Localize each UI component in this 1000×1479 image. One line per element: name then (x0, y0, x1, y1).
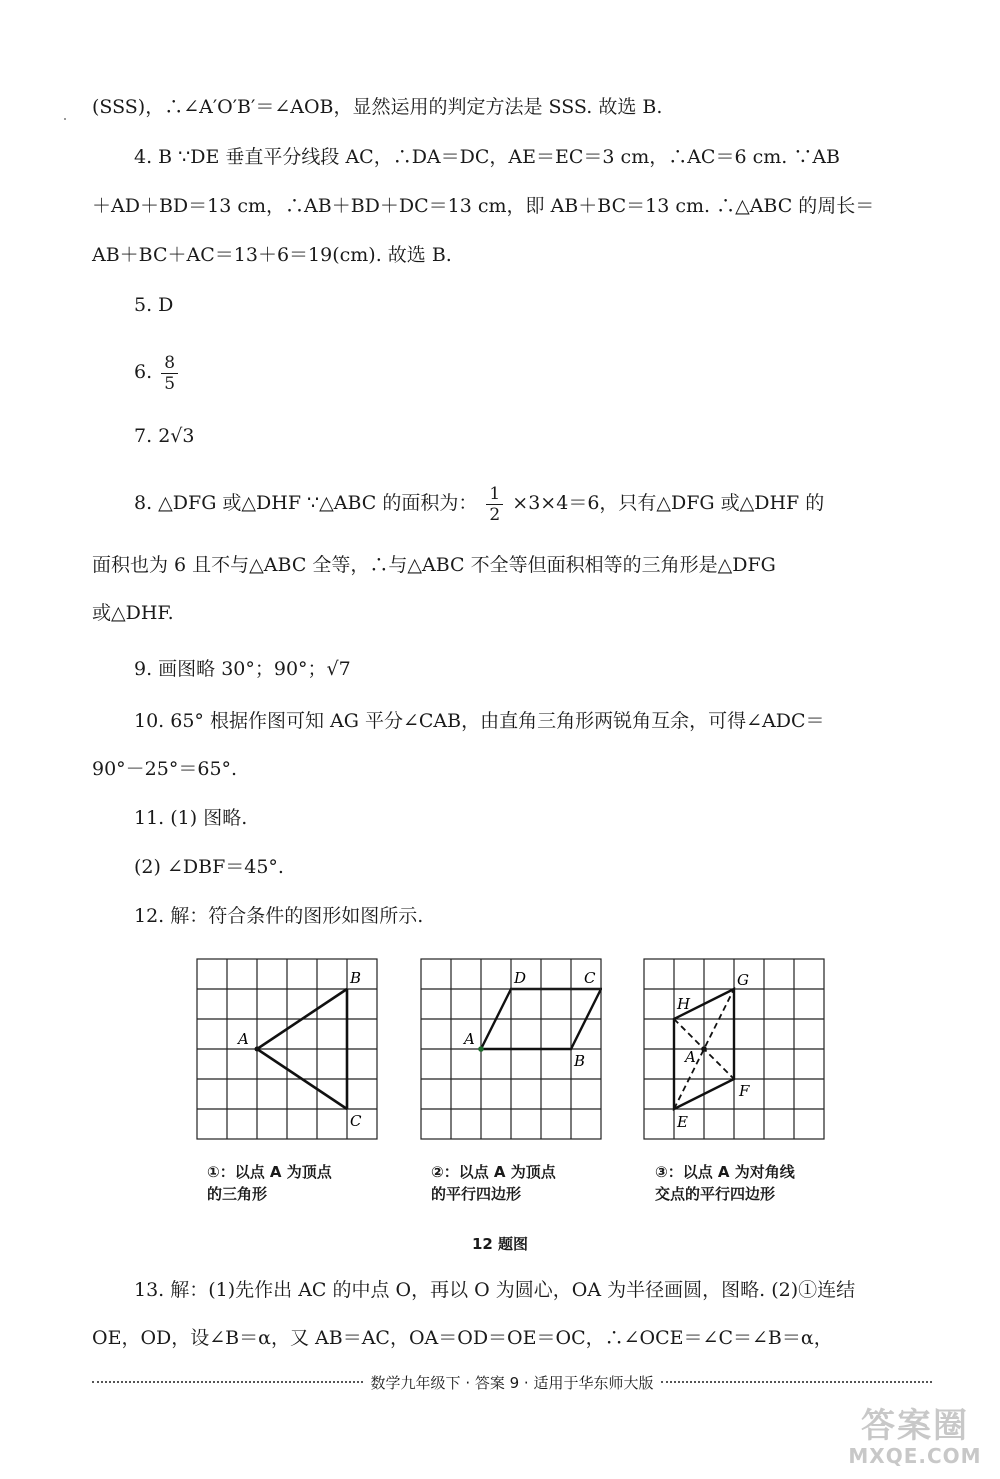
figure-1-svg (196, 958, 378, 1140)
caption-line-2: 交点的平行四边形 (655, 1185, 776, 1203)
answer-8-part-a: 8. △DFG 或△DHF ∵△ABC 的面积为： (134, 492, 478, 514)
text-line-5: 5. D (134, 294, 174, 316)
figure-2 (420, 958, 602, 1140)
label-a: A (685, 1048, 696, 1066)
figure-1-caption (207, 1161, 332, 1205)
figure-1 (196, 958, 378, 1140)
fraction-numerator: 1 (486, 484, 503, 505)
text-line-4: AB＋BC＋AC＝13＋6＝19(cm). 故选 B. (92, 244, 452, 266)
text-line-10: 或△DHF. (92, 602, 174, 624)
answer-8 (134, 483, 932, 525)
label-b: B (350, 969, 362, 987)
label-f: F (739, 1082, 750, 1100)
label-g: G (737, 971, 749, 989)
fraction-denominator: 5 (164, 373, 176, 394)
fraction-numerator: 8 (161, 353, 178, 374)
figure-3-caption (655, 1161, 795, 1205)
figure-title: 12 题图 (471, 1235, 529, 1253)
caption-line-1: ③：以点 A 为对角线 (655, 1163, 795, 1181)
text-line-11: 9. 画图略 30°；90°；√7 (134, 658, 351, 680)
figure-2-svg (420, 958, 602, 1140)
answer-6-number: 6. (134, 361, 153, 383)
fraction-1-2 (486, 484, 503, 525)
caption-line-1: ①：以点 A 为顶点 (207, 1163, 332, 1181)
watermark (840, 1407, 990, 1471)
fraction-8-5 (161, 353, 178, 394)
answer-7 (134, 421, 974, 451)
text-line-12: 10. 65° 根据作图可知 AG 平分∠CAB，由直角三角形两锐角互余，可得∠ADC＝ (134, 710, 825, 732)
label-c: C (584, 969, 596, 987)
caption-line-2: 的平行四边形 (431, 1185, 522, 1203)
figure-3-svg (643, 958, 825, 1140)
text-line-18: OE，OD，设∠B＝α，又 AB＝AC，OA＝OD＝OE＝OC，∴∠OCE＝∠C＝∠B＝α， (92, 1327, 833, 1349)
text-line-9: 面积也为 6 且不与△ABC 全等，∴与△ABC 不全等但面积相等的三角形是△DFG (92, 554, 776, 576)
text-line-2: 4. B ∵DE 垂直平分线段 AC，∴DA＝DC，AE＝EC＝3 cm，∴AC＝6 cm. ∵AB (134, 146, 841, 168)
text-line-15: (2) ∠DBF＝45°. (134, 856, 284, 878)
label-a: A (464, 1030, 475, 1048)
text-line-3: ＋AD＋BD＝13 cm，∴AB＋BD＋DC＝13 cm，即 AB＋BC＝13 cm. ∴△ABC 的周长＝ (92, 195, 875, 217)
label-a: A (238, 1030, 249, 1048)
text-line-16: 12. 解：符合条件的图形如图所示. (134, 905, 424, 927)
label-c: C (350, 1112, 362, 1130)
point-a (478, 1046, 484, 1052)
answer-7-value: 2√3 (158, 425, 195, 447)
caption-line-1: ②：以点 A 为顶点 (431, 1163, 556, 1181)
footer-dots-right (661, 1381, 932, 1383)
watermark-line-1: 答案圈 (861, 1406, 969, 1446)
answer-7-number: 7. (134, 425, 153, 447)
footer-dots-left (92, 1381, 363, 1383)
label-b: B (574, 1052, 586, 1070)
text-line-14: 11. (1) 图略. (134, 807, 248, 829)
figure-3 (643, 958, 825, 1140)
label-h: H (677, 995, 691, 1013)
caption-line-2: 的三角形 (207, 1185, 268, 1203)
point-a (701, 1046, 707, 1052)
figure-2-caption (431, 1161, 556, 1205)
text-line-13: 90°－25°＝65°. (92, 758, 238, 780)
scan-speck (64, 118, 66, 120)
label-e: E (677, 1113, 688, 1131)
text-line-17: 13. 解：(1)先作出 AC 的中点 O，再以 O 为圆心，OA 为半径画圆，图略. (2)①连结 (134, 1279, 856, 1301)
watermark-line-2: MXQE.COM (848, 1444, 982, 1468)
footer-text: 数学九年级下 · 答案 9 · 适用于华东师大版 (370, 1373, 654, 1392)
fraction-denominator: 2 (489, 504, 501, 525)
text-line-1: (SSS)，∴∠A′O′B′＝∠AOB，显然运用的判定方法是 SSS. 故选 B. (92, 96, 663, 118)
answer-6 (134, 352, 974, 394)
answer-8-part-b: ×3×4＝6，只有△DFG 或△DHF 的 (512, 492, 825, 514)
label-d: D (514, 969, 527, 987)
page-footer (92, 1370, 932, 1394)
point-a (255, 1047, 260, 1052)
